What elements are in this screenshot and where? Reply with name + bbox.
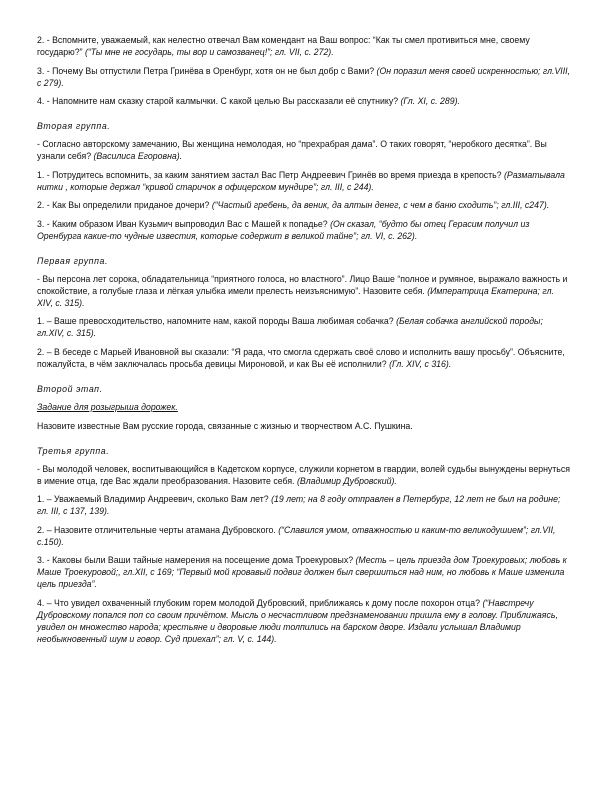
question-paragraph: 3. - Каковы были Ваши тайные намерения на посещение дома Троекуровых? (Месть – цель приезда дом Троекуровых; любовь к Маше Троекуровой;, гл.XII, с 169; “Первый мой кровавый подвиг должен был свершиться над ним, но любовь к Маше изменила цель приезда”. <box>37 555 567 589</box>
question-paragraph: 1. – Ваше превосходительство, напомните нам, какой породы Ваша любимая собачка? (Белая собачка английской породы; гл.XIV, с. 315). <box>37 316 543 338</box>
answer-text: (Гл. XI, с. 289). <box>400 96 460 106</box>
answer-text: (Василиса Егоровна). <box>93 151 183 161</box>
answer-text: (“Ты мне не государь, ты вор и самозванец!”; гл. VII, с. 272). <box>84 47 334 57</box>
answer-text: (Владимир Дубровский). <box>296 475 397 486</box>
question-paragraph: 3. - Каким образом Иван Кузьмич выпроводил Вас с Машей к попадье? (Он сказал, “будто бы отец Герасим получил из Оренбурга какие-то чудные известия, которые содержит в великой тайне”; гл. VI, с. 262). <box>37 218 530 241</box>
question-paragraph: 2. – Назовите отличительные черты атамана Дубровского. (“Славился умом, отважностью и каким-то великодушием”; гл.VII, с.150). <box>37 524 556 547</box>
question-paragraph: 2. – В беседе с Марьей Ивановной вы сказали: “Я рада, что смогла сдержать своё слово и исполнить вашу просьбу”. Объясните, пожалуйста, в чём заключалась просьба девицы Мироновой, и как Вы её исполнили? (Гл. XIV, с 316). <box>37 346 565 369</box>
question-paragraph: 4. - Напомните нам сказку старой калмычки. С какой целью Вы рассказали её спутнику? (Гл. XI, с. 289). <box>37 96 460 106</box>
section-heading: Второй этап. <box>37 383 103 394</box>
answer-text: (“Навстречу Дубровскому попался поп со своим причётом. Мысль о несчастливом предзнаменовании пришла ему в голову. Приближаясь, увидел он множество народа; крестьяне и дворовые люди толпились на барском дворе. Издали услышал Владимир необыкновенный шум и говор. Суд приехал”; гл. V, с. 144). <box>37 597 558 644</box>
question-paragraph: - Вы молодой человек, воспитывающийся в Кадетском корпусе, служили корнетом в гвардии, волей судьбы вынуждены вернуться в имение отца, где Вас ждали преобразования. Назовите себя. (Владимир Дубровский). <box>37 463 570 486</box>
answer-text: (Разматывала нитки , которые держал “кривой старичок в офицерском мундире”; гл. III, с 244). <box>37 169 565 192</box>
question-paragraph: 1. – Уважаемый Владимир Андреевич, сколько Вам лет? (19 лет; на 8 году отправлен в Петербург, 12 лет не был на родине; гл. III, с 137, 139). <box>37 494 561 516</box>
answer-text: (Императрица Екатерина; гл. XIV, с. 315). <box>37 285 554 308</box>
section-heading: Первая группа. <box>37 255 109 266</box>
section-heading: Вторая группа. <box>37 121 111 131</box>
question-paragraph: - Согласно авторскому замечанию, Вы женщина немолодая, но “прехрабрая дама”. О таких говорят, “неробкого десятка”. Вы узнали себя? (Василиса Егоровна). <box>37 139 547 161</box>
answer-text: (Он сказал, “будто бы отец Герасим получил из Оренбурга какие-то чудные известия, которые содержит в великой тайне”; гл. VI, с. 262). <box>37 218 530 241</box>
question-paragraph: - Вы персона лет сорока, обладательница “приятного голоса, но властного”. Лицо Ваше “полное и румяное, выражало важность и спокойствие, а голубые глаза и лёгкая улыбка имели прелесть неизъяснимую”. Назовите себя. (Императрица Екатерина; гл. XIV, с. 315). <box>37 273 568 308</box>
answer-text: (Гл. XIV, с 316). <box>389 358 452 369</box>
question-paragraph: 1. - Потрудитесь вспомнить, за каким занятием застал Вас Петр Андреевич Гринёв во время приезда в крепость? (Разматывала нитки , которые держал “кривой старичок в офицерском мундире”; гл. III, с 244). <box>37 169 565 192</box>
section-heading: Третья группа. <box>37 445 110 456</box>
answer-text: (“Частый гребень, да веник, да алтын денег, с чем в баню сходить”; гл.III, с247). <box>211 200 550 210</box>
answer-text: (Месть – цель приезда дом Троекуровых; любовь к Маше Троекуровой;, гл.XII, с 169; “Первый мой кровавый подвиг должен был свершиться над ним, но любовь к Маше изменила цель приезда”. <box>37 555 567 589</box>
answer-text: (19 лет; на 8 году отправлен в Петербург, 12 лет не был на родине; гл. III, с 137, 139). <box>37 494 561 516</box>
question-paragraph: Назовите известные Вам русские города, связанные с жизнью и творчеством А.С. Пушкина. <box>37 420 413 431</box>
question-paragraph: 4. – Что увидел охваченный глубоким горем молодой Дубровский, приближаясь к дому после похорон отца? (“Навстречу Дубровскому попался поп со своим причётом. Мысль о несчастливом предзнаменовании пришла ему в голову. Приближаясь, увидел он множество народа; крестьяне и дворовые люди толпились на барском дворе. Издали услышал Владимир необыкновенный шум и говор. Суд приехал”; гл. V, с. 144). <box>37 597 558 644</box>
answer-text: (Он поразил меня своей искренностью; гл.VIII, с 279). <box>37 65 571 88</box>
answer-text: (Белая собачка английской породы; гл.XIV, с. 315). <box>37 316 543 338</box>
question-paragraph: 2. - Вспомните, уважаемый, как нелестно отвечал Вам комендант на Ваш вопрос: “Как ты смел противиться мне, своему государю?” (“Ты мне не государь, ты вор и самозванец!”; гл. VII, с. 272). <box>37 35 530 57</box>
answer-text: (“Славился умом, отважностью и каким-то великодушием”; гл.VII, с.150). <box>37 524 556 547</box>
task-title: Задание для розыгрыша дорожек. <box>37 401 178 412</box>
question-paragraph: 2. - Как Вы определили приданое дочери? (“Частый гребень, да веник, да алтын денег, с чем в баню сходить”; гл.III, с247). <box>37 200 550 210</box>
question-paragraph: 3. - Почему Вы отпустили Петра Гринёва в Оренбург, хотя он не был добр с Вами? (Он поразил меня своей искренностью; гл.VIII, с 279). <box>37 65 571 88</box>
